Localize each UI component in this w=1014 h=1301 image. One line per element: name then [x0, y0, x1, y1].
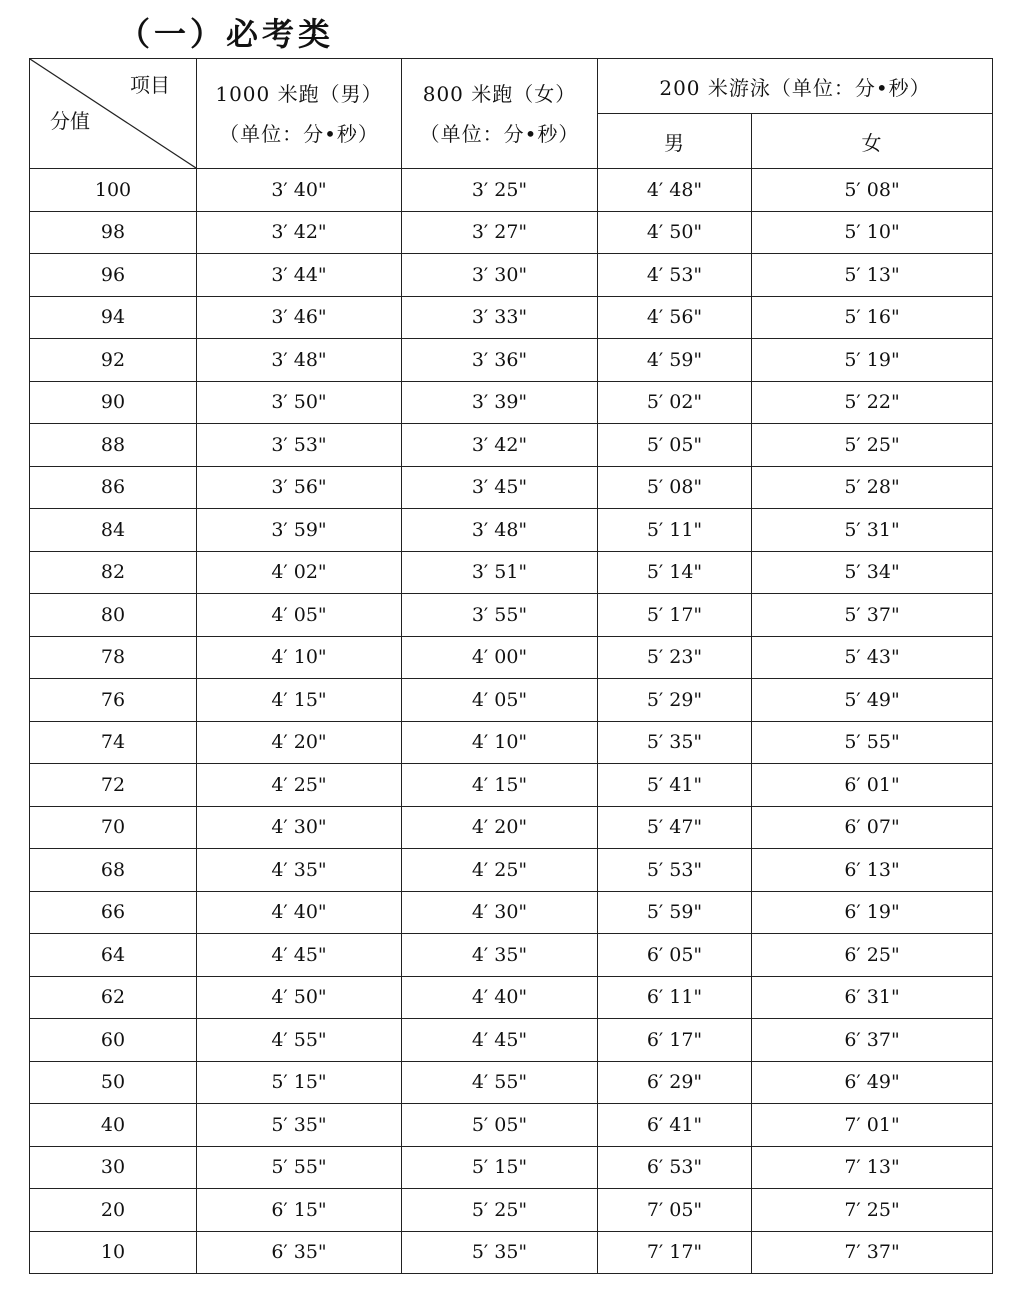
run-800m-cell: 3′ 36"	[402, 339, 598, 382]
swim-male-cell: 5′ 05"	[598, 424, 752, 467]
score-table	[29, 58, 993, 1274]
score-cell: 68	[30, 849, 197, 892]
run-1000m-cell: 4′ 25"	[197, 764, 402, 807]
score-cell: 92	[30, 339, 197, 382]
table-row	[30, 721, 993, 764]
table-row	[30, 1061, 993, 1104]
score-cell: 82	[30, 551, 197, 594]
score-cell: 40	[30, 1104, 197, 1147]
swim-female-cell: 6′ 19"	[752, 891, 993, 934]
header-item-label: 项目	[130, 73, 170, 97]
swim-male-cell: 5′ 17"	[598, 594, 752, 637]
run-800m-cell: 3′ 27"	[402, 211, 598, 254]
swim-male-cell: 5′ 41"	[598, 764, 752, 807]
swim-male-cell: 5′ 35"	[598, 721, 752, 764]
run-800m-cell: 5′ 05"	[402, 1104, 598, 1147]
swim-male-cell: 6′ 41"	[598, 1104, 752, 1147]
run-800m-cell: 3′ 30"	[402, 254, 598, 297]
header-1000m-run	[197, 59, 402, 169]
run-800m-cell: 3′ 39"	[402, 381, 598, 424]
run-1000m-cell: 4′ 02"	[197, 551, 402, 594]
run-1000m-cell: 4′ 55"	[197, 1019, 402, 1062]
swim-female-cell: 5′ 49"	[752, 679, 993, 722]
table-row	[30, 679, 993, 722]
swim-female-cell: 6′ 49"	[752, 1061, 993, 1104]
score-cell: 20	[30, 1189, 197, 1232]
swim-male-cell: 5′ 29"	[598, 679, 752, 722]
score-cell: 100	[30, 169, 197, 212]
table-header	[30, 59, 993, 169]
swim-male-cell: 4′ 53"	[598, 254, 752, 297]
swim-female-cell: 6′ 07"	[752, 806, 993, 849]
score-cell: 70	[30, 806, 197, 849]
run-800m-cell: 3′ 45"	[402, 466, 598, 509]
table-row	[30, 1189, 993, 1232]
score-cell: 80	[30, 594, 197, 637]
swim-female-cell: 5′ 16"	[752, 296, 993, 339]
run-800m-cell: 4′ 35"	[402, 934, 598, 977]
swim-male-cell: 6′ 05"	[598, 934, 752, 977]
run-800m-cell: 3′ 51"	[402, 551, 598, 594]
run-800m-cell: 4′ 00"	[402, 636, 598, 679]
run-800m-cell: 3′ 25"	[402, 169, 598, 212]
table-row	[30, 1146, 993, 1189]
swim-female-cell: 5′ 10"	[752, 211, 993, 254]
table-row	[30, 466, 993, 509]
score-cell: 30	[30, 1146, 197, 1189]
swim-female-cell: 7′ 37"	[752, 1231, 993, 1274]
swim-male-cell: 6′ 11"	[598, 976, 752, 1019]
swim-female-cell: 7′ 01"	[752, 1104, 993, 1147]
swim-male-cell: 5′ 08"	[598, 466, 752, 509]
table-row	[30, 1231, 993, 1274]
table-row	[30, 424, 993, 467]
header-1000m-unit: （单位：分•秒）	[219, 121, 379, 146]
run-1000m-cell: 4′ 05"	[197, 594, 402, 637]
run-1000m-cell: 4′ 10"	[197, 636, 402, 679]
run-800m-cell: 5′ 25"	[402, 1189, 598, 1232]
score-cell: 88	[30, 424, 197, 467]
swim-female-cell: 6′ 25"	[752, 934, 993, 977]
table-row	[30, 381, 993, 424]
run-1000m-cell: 4′ 30"	[197, 806, 402, 849]
score-cell: 78	[30, 636, 197, 679]
section-title: （一）必考类	[118, 15, 335, 53]
run-1000m-cell: 4′ 45"	[197, 934, 402, 977]
score-cell: 84	[30, 509, 197, 552]
table-row	[30, 806, 993, 849]
score-cell: 66	[30, 891, 197, 934]
table-row	[30, 169, 993, 212]
table-row	[30, 891, 993, 934]
run-1000m-cell: 4′ 35"	[197, 849, 402, 892]
table-row	[30, 764, 993, 807]
table-row	[30, 594, 993, 637]
run-1000m-cell: 5′ 55"	[197, 1146, 402, 1189]
swim-male-cell: 4′ 59"	[598, 339, 752, 382]
run-800m-cell: 4′ 30"	[402, 891, 598, 934]
score-cell: 90	[30, 381, 197, 424]
swim-male-cell: 5′ 11"	[598, 509, 752, 552]
run-1000m-cell: 6′ 35"	[197, 1231, 402, 1274]
table-row	[30, 1019, 993, 1062]
run-1000m-cell: 3′ 53"	[197, 424, 402, 467]
swim-female-cell: 5′ 43"	[752, 636, 993, 679]
swim-male-cell: 4′ 50"	[598, 211, 752, 254]
swim-male-cell: 5′ 23"	[598, 636, 752, 679]
run-1000m-cell: 5′ 35"	[197, 1104, 402, 1147]
swim-female-cell: 5′ 25"	[752, 424, 993, 467]
score-cell: 94	[30, 296, 197, 339]
header-200m-swim: 200 米游泳（单位：分•秒）	[598, 59, 993, 114]
table-row	[30, 339, 993, 382]
run-1000m-cell: 3′ 59"	[197, 509, 402, 552]
run-800m-cell: 4′ 25"	[402, 849, 598, 892]
run-800m-cell: 4′ 05"	[402, 679, 598, 722]
swim-male-cell: 5′ 14"	[598, 551, 752, 594]
run-1000m-cell: 3′ 48"	[197, 339, 402, 382]
header-1000m-title: 1000 米跑（男）	[215, 81, 383, 106]
run-1000m-cell: 3′ 42"	[197, 211, 402, 254]
swim-female-cell: 5′ 37"	[752, 594, 993, 637]
swim-male-cell: 7′ 05"	[598, 1189, 752, 1232]
run-1000m-cell: 5′ 15"	[197, 1061, 402, 1104]
run-800m-cell: 4′ 20"	[402, 806, 598, 849]
score-cell: 10	[30, 1231, 197, 1274]
run-1000m-cell: 3′ 50"	[197, 381, 402, 424]
run-800m-cell: 3′ 55"	[402, 594, 598, 637]
swim-female-cell: 7′ 25"	[752, 1189, 993, 1232]
diagonal-header-cell	[30, 59, 197, 169]
swim-male-cell: 6′ 29"	[598, 1061, 752, 1104]
run-1000m-cell: 6′ 15"	[197, 1189, 402, 1232]
swim-female-cell: 5′ 31"	[752, 509, 993, 552]
header-800m-unit: （单位：分•秒）	[419, 121, 580, 146]
run-1000m-cell: 4′ 40"	[197, 891, 402, 934]
run-1000m-cell: 3′ 44"	[197, 254, 402, 297]
run-1000m-cell: 3′ 40"	[197, 169, 402, 212]
score-cell: 96	[30, 254, 197, 297]
swim-female-cell: 5′ 13"	[752, 254, 993, 297]
table-body	[30, 169, 993, 1274]
table-row	[30, 1104, 993, 1147]
swim-male-cell: 6′ 53"	[598, 1146, 752, 1189]
table-row	[30, 551, 993, 594]
swim-female-cell: 6′ 31"	[752, 976, 993, 1019]
swim-male-cell: 4′ 48"	[598, 169, 752, 212]
table-row	[30, 934, 993, 977]
swim-male-cell: 7′ 17"	[598, 1231, 752, 1274]
score-cell: 50	[30, 1061, 197, 1104]
run-800m-cell: 4′ 55"	[402, 1061, 598, 1104]
swim-female-cell: 5′ 55"	[752, 721, 993, 764]
run-800m-cell: 4′ 45"	[402, 1019, 598, 1062]
run-800m-cell: 3′ 33"	[402, 296, 598, 339]
run-1000m-cell: 3′ 56"	[197, 466, 402, 509]
swim-male-cell: 5′ 59"	[598, 891, 752, 934]
run-1000m-cell: 4′ 15"	[197, 679, 402, 722]
run-800m-cell: 3′ 42"	[402, 424, 598, 467]
score-cell: 98	[30, 211, 197, 254]
run-1000m-cell: 4′ 50"	[197, 976, 402, 1019]
swim-female-cell: 6′ 13"	[752, 849, 993, 892]
swim-female-cell: 6′ 01"	[752, 764, 993, 807]
header-swim-female: 女	[752, 114, 993, 169]
swim-male-cell: 4′ 56"	[598, 296, 752, 339]
header-800m-run	[402, 59, 598, 169]
table-row	[30, 849, 993, 892]
run-1000m-cell: 3′ 46"	[197, 296, 402, 339]
run-800m-cell: 5′ 15"	[402, 1146, 598, 1189]
header-swim-male: 男	[598, 114, 752, 169]
table-row	[30, 976, 993, 1019]
score-cell: 64	[30, 934, 197, 977]
swim-male-cell: 5′ 02"	[598, 381, 752, 424]
swim-female-cell: 5′ 28"	[752, 466, 993, 509]
swim-female-cell: 5′ 19"	[752, 339, 993, 382]
run-800m-cell: 4′ 15"	[402, 764, 598, 807]
score-cell: 76	[30, 679, 197, 722]
score-cell: 72	[30, 764, 197, 807]
table-row	[30, 296, 993, 339]
header-score-label: 分值	[50, 109, 90, 133]
score-cell: 62	[30, 976, 197, 1019]
run-800m-cell: 4′ 40"	[402, 976, 598, 1019]
table-row	[30, 254, 993, 297]
swim-female-cell: 7′ 13"	[752, 1146, 993, 1189]
table-row	[30, 636, 993, 679]
run-800m-cell: 3′ 48"	[402, 509, 598, 552]
run-800m-cell: 4′ 10"	[402, 721, 598, 764]
swim-female-cell: 5′ 34"	[752, 551, 993, 594]
table-row	[30, 211, 993, 254]
score-cell: 60	[30, 1019, 197, 1062]
table-row	[30, 509, 993, 552]
swim-female-cell: 6′ 37"	[752, 1019, 993, 1062]
run-800m-cell: 5′ 35"	[402, 1231, 598, 1274]
swim-female-cell: 5′ 08"	[752, 169, 993, 212]
swim-male-cell: 5′ 53"	[598, 849, 752, 892]
score-cell: 86	[30, 466, 197, 509]
score-cell: 74	[30, 721, 197, 764]
swim-male-cell: 6′ 17"	[598, 1019, 752, 1062]
header-800m-title: 800 米跑（女）	[422, 81, 577, 106]
swim-male-cell: 5′ 47"	[598, 806, 752, 849]
swim-female-cell: 5′ 22"	[752, 381, 993, 424]
run-1000m-cell: 4′ 20"	[197, 721, 402, 764]
